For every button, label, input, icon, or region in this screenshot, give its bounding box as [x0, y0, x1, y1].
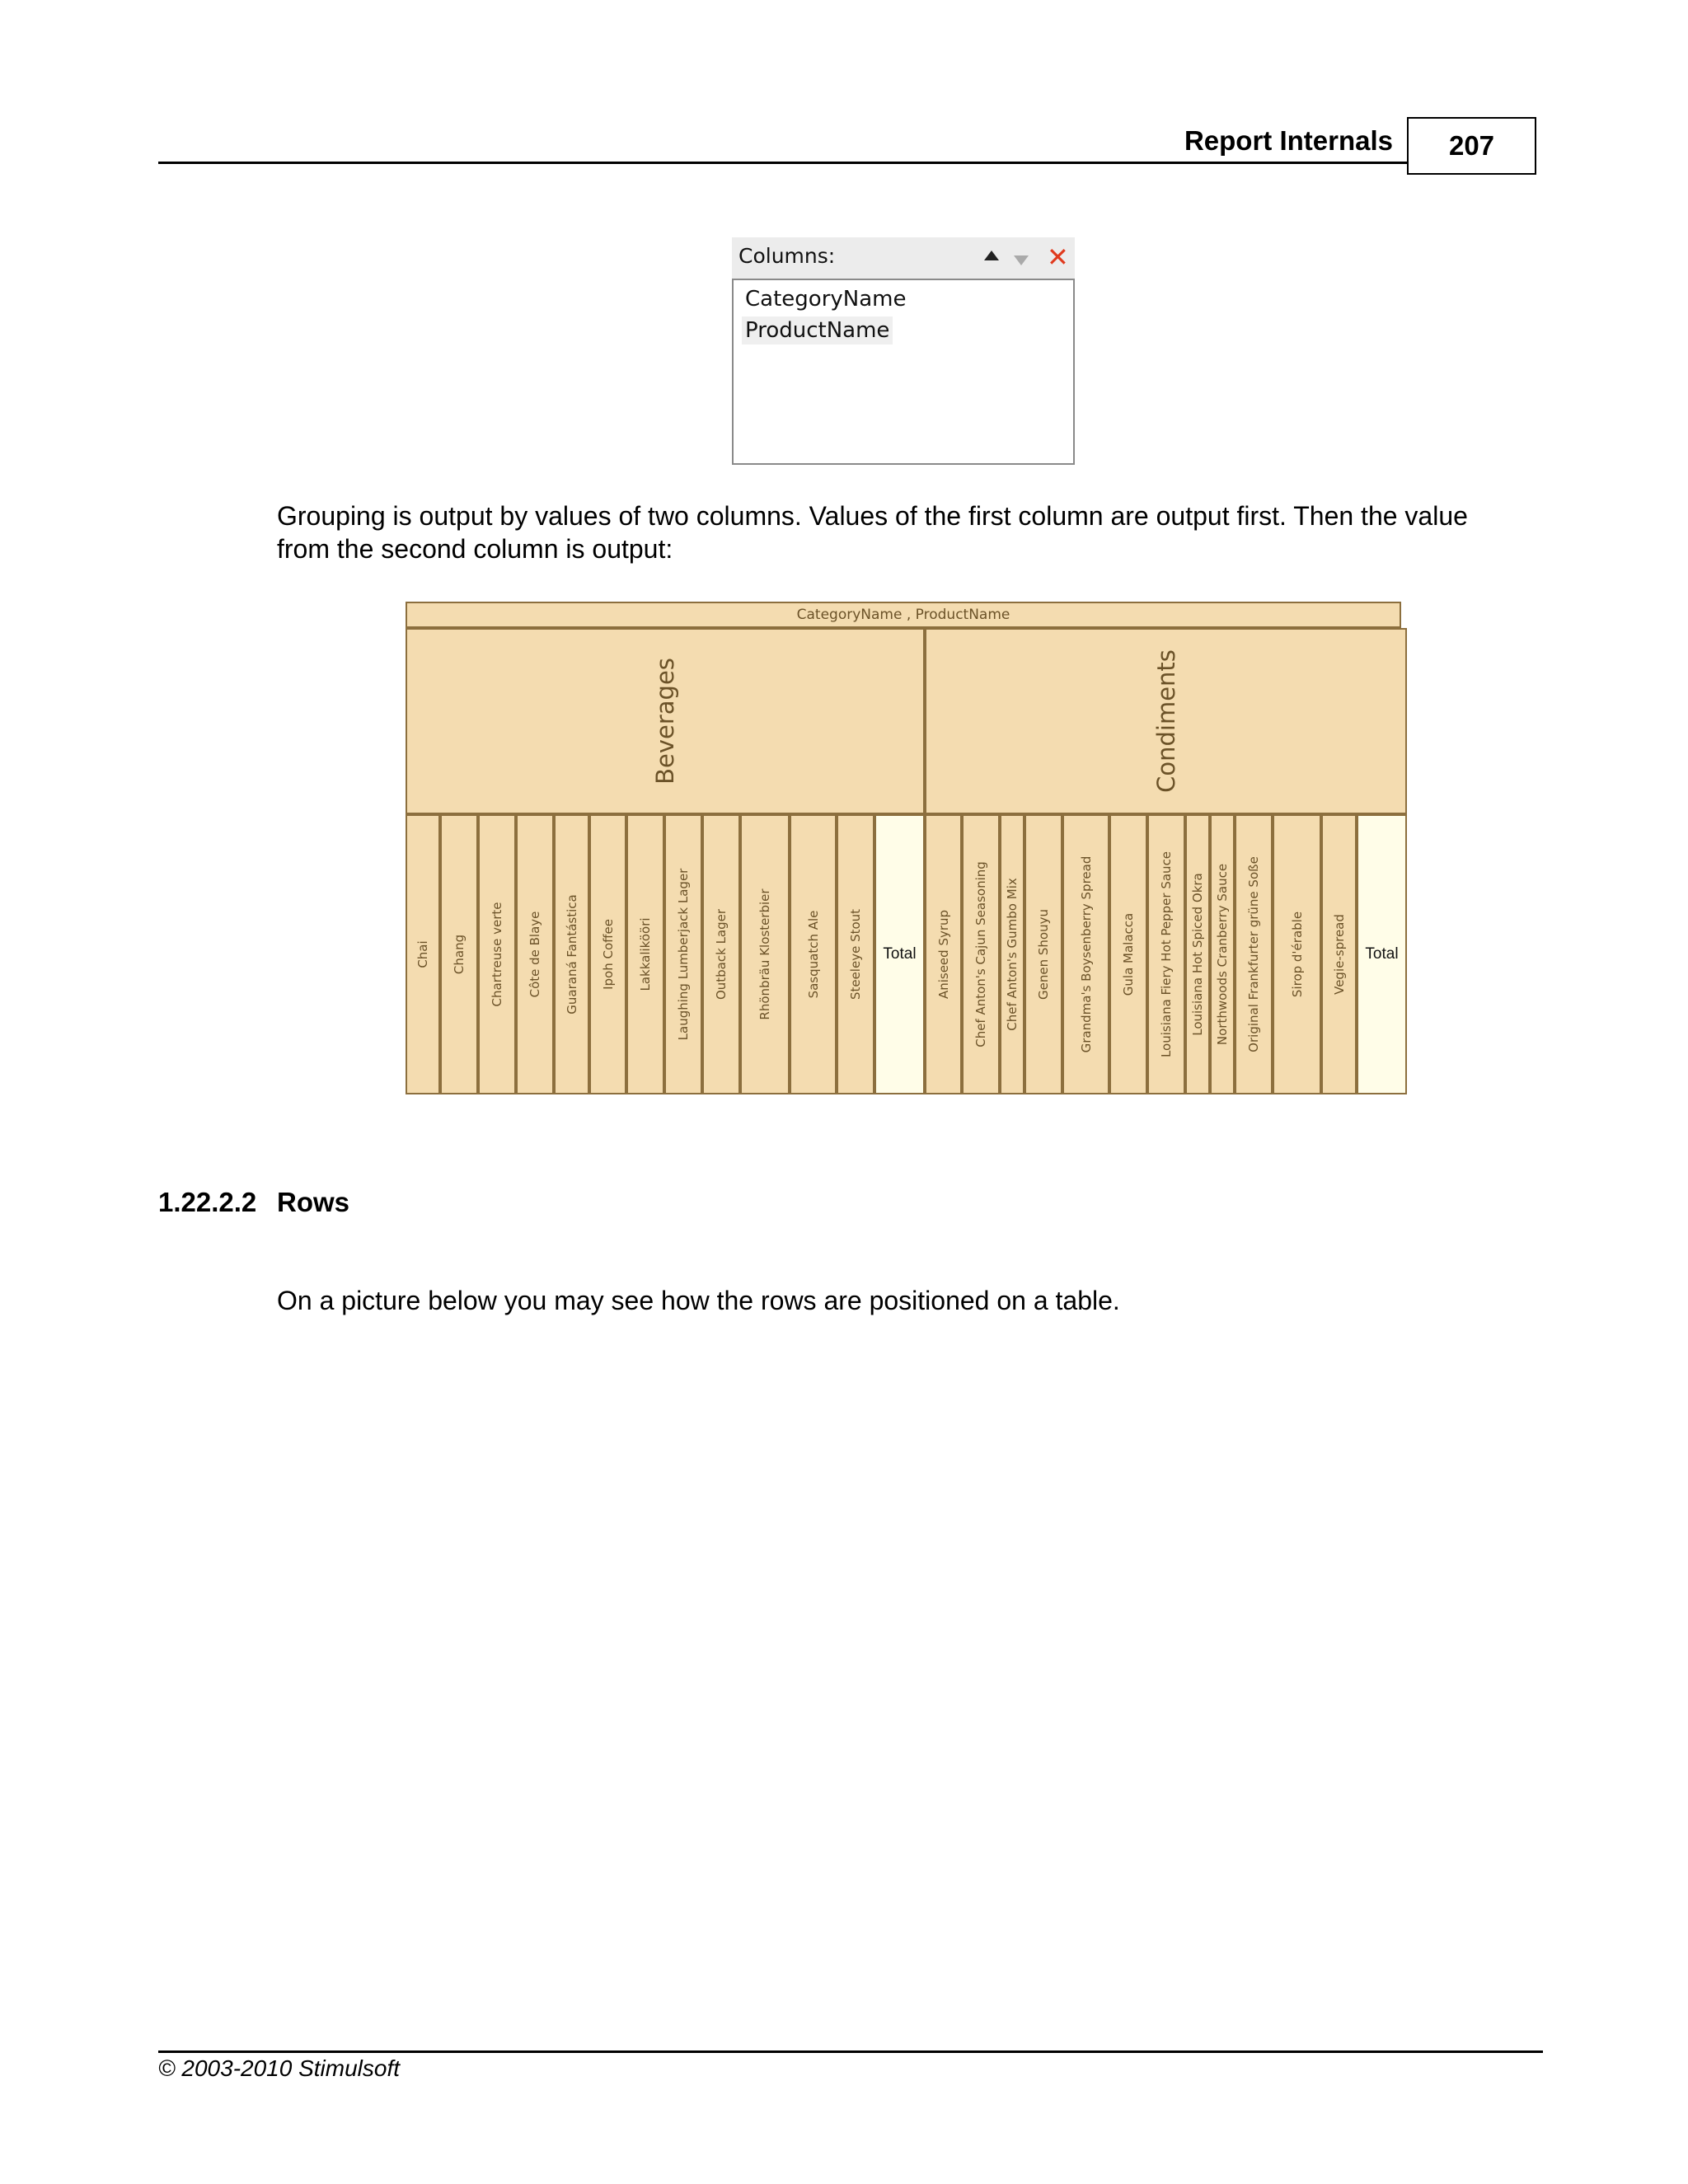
crosstab-figure [406, 602, 1401, 1094]
crosstab-column-label: Côte de Blaye [528, 911, 542, 998]
footer-copyright: © 2003-2010 Stimulsoft [158, 2055, 401, 2081]
crosstab-column-label: Chartreuse verte [490, 902, 504, 1007]
crosstab-column-header [702, 814, 740, 1094]
crosstab-column-label: Genen Shouyu [1036, 909, 1051, 1000]
columns-panel-header [732, 237, 1075, 279]
crosstab-column-label: Lakkalikööri [638, 917, 653, 991]
crosstab-column-header [925, 814, 962, 1094]
triangle-up-icon[interactable] [984, 251, 999, 260]
columns-list[interactable] [732, 279, 1075, 465]
footer-divider [158, 2050, 1543, 2053]
crosstab-column-label: Grandma's Boysenberry Spread [1078, 855, 1094, 1053]
crosstab-total-label: Total [1365, 945, 1399, 963]
crosstab-column-label: Sasquatch Ale [805, 910, 821, 999]
crosstab-group-label: Condiments [1151, 649, 1180, 793]
crosstab-column-label: Northwoods Cranberry Sauce [1215, 863, 1230, 1046]
close-icon[interactable]: ✕ [1047, 241, 1069, 273]
paragraph-line: from the second column is output: [277, 534, 673, 564]
crosstab-group-label: Beverages [651, 658, 679, 785]
running-header-title: Report Internals [1184, 125, 1393, 156]
crosstab-column-header [589, 814, 626, 1094]
crosstab-column-header [664, 814, 702, 1094]
triangle-down-icon[interactable] [1014, 255, 1029, 265]
crosstab-column-label: Outback Lager [714, 908, 729, 1001]
crosstab-group-header [406, 628, 925, 814]
crosstab-column-label: Rhönbräu Klosterbier [757, 888, 772, 1020]
crosstab-column-header [1235, 814, 1273, 1094]
crosstab-group-header [925, 628, 1407, 814]
crosstab-column-header [516, 814, 554, 1094]
columns-panel-label: Columns: [738, 244, 836, 268]
crosstab-column-label: Vegie-spread [1331, 914, 1347, 995]
crosstab-column-label: Laughing Lumberjack Lager [676, 868, 691, 1041]
crosstab-column-header [1000, 814, 1025, 1094]
crosstab-column-label: Sirop d'érable [1289, 911, 1305, 998]
crosstab-column-label: Chef Anton's Gumbo Mix [1005, 878, 1020, 1031]
crosstab-column-header [1109, 814, 1147, 1094]
crosstab-column-header [440, 814, 478, 1094]
crosstab-column-header [1185, 814, 1210, 1094]
crosstab-column-header [962, 814, 1000, 1094]
crosstab-total-header [1357, 814, 1407, 1094]
crosstab-column-header [554, 814, 589, 1094]
crosstab-column-header [1025, 814, 1062, 1094]
header-divider [158, 162, 1407, 164]
section-number: 1.22.2.2 [158, 1187, 257, 1217]
page-number: 207 [1407, 117, 1536, 175]
section-title: Rows [277, 1187, 350, 1217]
crosstab-column-label: Steeleye Stout [848, 908, 863, 1001]
crosstab-total-header [874, 814, 925, 1094]
crosstab-column-label: Gula Malacca [1121, 912, 1136, 996]
crosstab-total-label: Total [883, 945, 917, 963]
crosstab-column-label: Original Frankfurter grüne Soße [1246, 856, 1261, 1052]
paragraph-line: Grouping is output by values of two columns. Values of the first column are output first. Then the value [277, 501, 1468, 531]
crosstab-column-header [790, 814, 837, 1094]
crosstab-column-label: Chang [452, 934, 467, 975]
list-item-productname[interactable]: ProductName [742, 316, 893, 344]
crosstab-column-label: Chai [415, 940, 430, 968]
columns-panel [732, 237, 1075, 465]
crosstab-column-header [1321, 814, 1357, 1094]
crosstab-column-label: Guaraná Fantástica [564, 894, 579, 1015]
crosstab-column-label: Chef Anton's Cajun Seasoning [973, 861, 988, 1047]
crosstab-column-header [626, 814, 664, 1094]
crosstab-column-label: Louisiana Fiery Hot Pepper Sauce [1159, 851, 1174, 1058]
paragraph: On a picture below you may see how the rows are positioned on a table. [277, 1286, 1120, 1315]
crosstab-column-header [837, 814, 874, 1094]
crosstab-column-header [740, 814, 790, 1094]
crosstab-column-header [406, 814, 440, 1094]
crosstab-title: CategoryName , ProductName [406, 602, 1401, 628]
crosstab-column-label: Ipoh Coffee [600, 919, 616, 990]
crosstab-column-label: Aniseed Syrup [935, 909, 951, 1000]
crosstab-column-header [1210, 814, 1235, 1094]
crosstab-column-header [1062, 814, 1109, 1094]
crosstab-column-header [478, 814, 516, 1094]
list-item-categoryname[interactable]: CategoryName [745, 287, 907, 312]
crosstab-column-header [1273, 814, 1321, 1094]
crosstab-column-label: Louisiana Hot Spiced Okra [1190, 873, 1205, 1036]
crosstab-column-header [1147, 814, 1185, 1094]
